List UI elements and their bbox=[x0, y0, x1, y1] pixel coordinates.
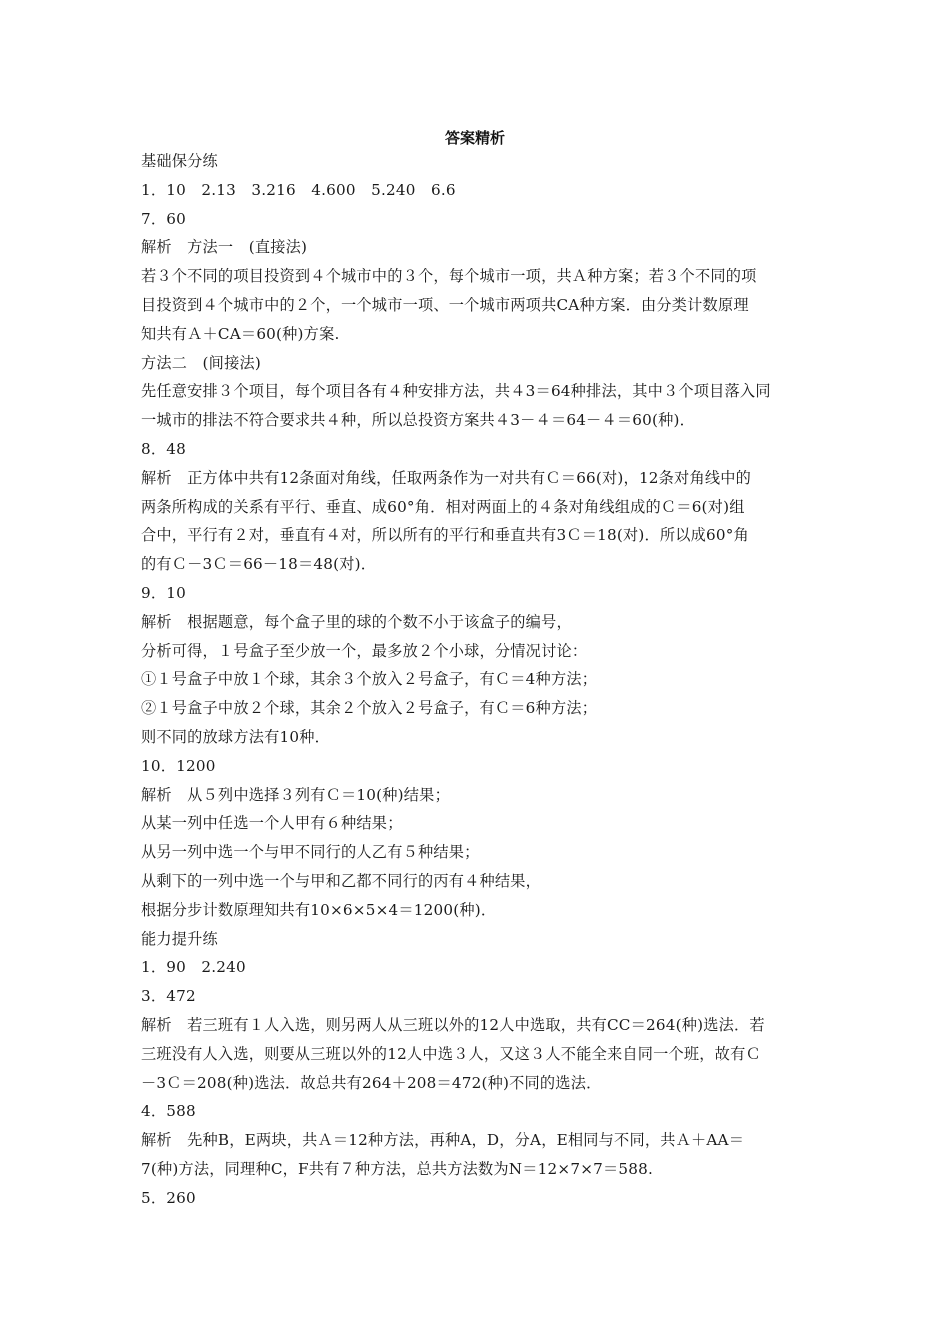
text-line: 3．472 bbox=[141, 987, 196, 1006]
text-line: 分析可得，１号盒子至少放一个，最多放２个小球，分情况讨论： bbox=[141, 641, 588, 660]
text-line: 1．90 2.240 bbox=[141, 958, 246, 977]
text-line: 则不同的放球方法有10种． bbox=[141, 727, 330, 746]
text-line: 7．60 bbox=[141, 209, 186, 228]
text-line: 9．10 bbox=[141, 583, 186, 602]
text-line: 基础保分练 bbox=[141, 152, 218, 170]
text-line: 能力提升练 bbox=[141, 929, 218, 948]
text-line: ①１号盒子中放１个球，其余３个放入２号盒子，有Ｃ＝4种方法； bbox=[141, 670, 598, 689]
text-line: 一城市的排法不符合要求共４种，所以总投资方案共４3－４＝64－４＝60(种)． bbox=[141, 411, 695, 430]
text-line: －3Ｃ＝208(种)选法．故总共有264＋208＝472(种)不同的选法． bbox=[141, 1073, 602, 1092]
text-line: 解析 先种B，E两块，共Ａ＝12种方法，再种A，D，分A，E相同与不同，共Ａ＋AA＝ bbox=[141, 1131, 745, 1150]
text-line: 知共有Ａ＋CA＝60(种)方案. bbox=[141, 324, 340, 343]
text-line: 解析 方法一 (直接法) bbox=[141, 238, 308, 257]
text-line: 4．588 bbox=[141, 1102, 196, 1121]
text-line: 三班没有人入选，则要从三班以外的12人中选３人，又这３人不能全来自同一个班，故有Ｃ bbox=[141, 1044, 761, 1063]
text-line: 解析 若三班有１人入选，则另两人从三班以外的12人中选取，共有CC＝264(种)选法．若 bbox=[141, 1015, 765, 1034]
text-line: 解析 从５列中选择３列有Ｃ＝10(种)结果； bbox=[141, 785, 450, 804]
text-line: 两条所构成的关系有平行、垂直、成60°角．相对两面上的４条对角线组成的Ｃ＝6(对)组 bbox=[141, 497, 745, 516]
text-line: 目投资到４个城市中的２个，一个城市一项、一个城市两项共CA种方案．由分类计数原理 bbox=[141, 295, 749, 314]
text-line: 解析 根据题意，每个盒子里的球的个数不小于该盒子的编号， bbox=[141, 612, 572, 631]
text-line: 1．10 2.13 3.216 4.600 5.240 6.6 bbox=[141, 180, 456, 199]
text-line: 8．48 bbox=[141, 439, 186, 458]
page-title: 答案精析 bbox=[444, 129, 505, 147]
text-line: 方法二 (间接法) bbox=[141, 353, 261, 372]
text-line: 的有Ｃ－3Ｃ＝66－18＝48(对)． bbox=[141, 555, 377, 574]
text-line: 5．260 bbox=[141, 1188, 196, 1207]
text-line: 根据分步计数原理知共有10×6×5×4＝1200(种)． bbox=[141, 900, 497, 919]
text-line: ②１号盒子中放２个球，其余２个放入２号盒子，有Ｃ＝6种方法； bbox=[141, 699, 598, 718]
text-line: 合中，平行有２对，垂直有４对，所以所有的平行和垂直共有3Ｃ＝18(对)．所以成60°角 bbox=[141, 526, 749, 545]
answer-body bbox=[141, 147, 813, 1212]
text-line: 7(种)方法，同理种C，F共有７种方法，总共方法数为N＝12×7×7＝588. bbox=[141, 1159, 653, 1178]
text-line: 从剩下的一列中选一个与甲和乙都不同行的丙有４种结果， bbox=[141, 871, 542, 890]
text-line: 从某一列中任选一个人甲有６种结果； bbox=[141, 814, 403, 833]
text-line: 先任意安排３个项目，每个项目各有４种安排方法，共４3＝64种排法，其中３个项目落入同 bbox=[141, 382, 771, 401]
text-line: 解析 正方体中共有12条面对角线，任取两条作为一对共有Ｃ＝66(对)，12条对角线中的 bbox=[141, 468, 751, 487]
text-line: 10．1200 bbox=[141, 756, 216, 775]
text-line: 从另一列中选一个与甲不同行的人乙有５种结果； bbox=[141, 843, 480, 862]
text-line: 若３个不同的项目投资到４个城市中的３个，每个城市一项，共Ａ种方案；若３个不同的项 bbox=[141, 267, 757, 286]
